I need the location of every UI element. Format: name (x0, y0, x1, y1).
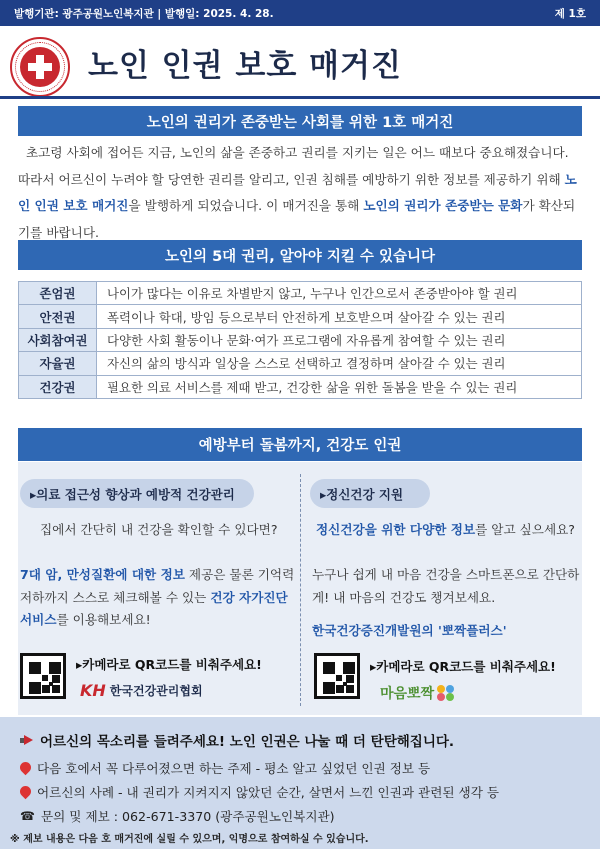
footer-item-2-text: 어르신의 사례 - 내 권리가 지켜지지 않았던 순간, 살면서 느낀 인권과 관련된 생각 등 (37, 785, 500, 800)
footer-item-2 (20, 782, 499, 801)
table-row (19, 305, 582, 328)
program-name: 한국건강증진개발원의 '뽀짝플러스' (312, 623, 507, 638)
top-info-bar (0, 0, 600, 26)
table-row (19, 328, 582, 351)
footer-headline-text: 어르신의 목소리를 들려주세요! 노인 인권은 나눌 때 더 탄탄해집니다. (40, 734, 455, 750)
right-name: 건강권 (19, 375, 97, 398)
maum-logo-name: 마음뽀짝 (380, 686, 435, 702)
section3-banner: 예방부터 돌봄까지, 건강도 인권 (18, 428, 582, 461)
table-row (19, 282, 582, 305)
footer-headline (20, 730, 454, 750)
kh-logo-name: 한국건강관리협회 (109, 684, 203, 698)
organization-seal-icon (10, 37, 70, 97)
qr-instruction: ▸카메라로 QR코드를 비춰주세요! (370, 659, 556, 674)
medical-access-heading: ▸의료 접근성 향상과 예방적 건강관리 (20, 479, 254, 508)
mental-health-question (316, 519, 584, 542)
qr-code-icon[interactable] (20, 653, 66, 699)
megaphone-icon (20, 735, 34, 746)
footer-notice: ※ 제보 내용은 다음 호 매거진에 실릴 수 있으며, 익명으로 참여하실 수 있습니다. (10, 834, 369, 845)
masthead (0, 26, 600, 106)
column-divider (300, 474, 301, 706)
cancer-info-highlight: 7대 암, 만성질환에 대한 정보 (20, 567, 185, 582)
section2-banner: 노인의 5대 권리, 알아야 지킬 수 있습니다 (18, 240, 582, 270)
footer-item-1 (20, 758, 430, 777)
intro-highlight-2: 노인의 권리가 존중받는 문화 (363, 198, 523, 213)
rights-table (18, 281, 582, 399)
footer-item-1-text: 다음 호에서 꼭 다루어졌으면 하는 주제 - 평소 알고 싶었던 인권 정보 등 (37, 761, 431, 776)
kh-logo (80, 681, 203, 700)
mental-health-heading: ▸정신건강 지원 (310, 479, 430, 508)
self-check-text-1: 제공은 물론 기억력 저하까지 스스로 체크해볼 수 있는 (20, 567, 295, 605)
right-name: 안전권 (19, 305, 97, 328)
right-name: 존엄권 (19, 282, 97, 305)
self-diagnosis-highlight: 건강 자가진단 서비스 (20, 589, 288, 627)
self-check-question: 집에서 간단히 내 건강을 확인할 수 있다면? (40, 522, 278, 537)
page-title: 노인 인권 보호 매거진 (88, 48, 402, 84)
intro-paragraph (18, 140, 584, 246)
footer-contact-text: 문의 및 제보 : 062-671-3370 (광주공원노인복지관) (40, 809, 335, 824)
maum-logo-icon (437, 685, 459, 701)
intro-highlight-1: 노인 인권 보호 매거진 (18, 171, 577, 213)
intro-text-2: 을 발행하게 되었습니다. 이 매거진을 통해 (128, 198, 364, 213)
table-row (19, 375, 582, 398)
right-desc: 필요한 의료 서비스를 제때 받고, 건강한 삶을 위한 돌봄을 받을 수 있는 권리 (97, 375, 582, 398)
pushpin-icon (18, 784, 34, 800)
phone-icon: ☎ (20, 808, 35, 823)
section1-banner: 노인의 권리가 존중받는 사회를 위한 1호 매거진 (18, 106, 582, 136)
mental-question-text: 를 알고 싶으세요? (475, 522, 575, 537)
intro-text-1: 초고령 사회에 접어든 지금, 노인의 삶을 존중하고 권리를 지키는 일은 어느 때보다 중요해졌습니다. 따라서 어르신이 누려야 할 당연한 권리를 알리고, 인권 침해를 예방하기 위한 정보를 제공하기 위해 (18, 145, 569, 187)
kh-logo-mark: KH (80, 681, 106, 700)
right-desc: 자신의 삶의 방식과 일상을 스스로 선택하고 결정하며 살아갈 수 있는 권리 (97, 352, 582, 375)
pushpin-icon (18, 760, 34, 776)
qr-instruction: ▸카메라로 QR코드를 비춰주세요! (76, 657, 262, 672)
right-desc: 나이가 많다는 이유로 차별받지 않고, 누구나 인간으로서 존중받아야 할 권리 (97, 282, 582, 305)
right-desc: 폭력이나 학대, 방임 등으로부터 안전하게 보호받으며 살아갈 수 있는 권리 (97, 305, 582, 328)
table-row (19, 352, 582, 375)
publisher-info: 발행기관: 광주공원노인복지관 | 발행일: 2025. 4. 28. (14, 7, 274, 20)
self-check-description (20, 564, 296, 632)
mental-info-highlight: 정신건강을 위한 다양한 정보 (316, 522, 476, 537)
qr-code-icon[interactable] (314, 653, 360, 699)
issue-number: 제 1호 (554, 7, 586, 20)
right-name: 사회참여권 (19, 328, 97, 351)
mental-health-description: 누구나 쉽게 내 마음 건강을 스마트폰으로 간단하게! 내 마음의 건강도 챙겨보세요. (312, 567, 580, 605)
footer-contact (20, 806, 335, 825)
right-desc: 다양한 사회 활동이나 문화·여가 프로그램에 자유롭게 참여할 수 있는 권리 (97, 328, 582, 351)
intro-text-3: 가 확산되기를 바랍니다. (18, 198, 576, 240)
maum-logo (380, 683, 459, 703)
right-name: 자율권 (19, 352, 97, 375)
title-divider (0, 96, 600, 99)
self-check-text-2: 를 이용해보세요! (56, 612, 151, 627)
